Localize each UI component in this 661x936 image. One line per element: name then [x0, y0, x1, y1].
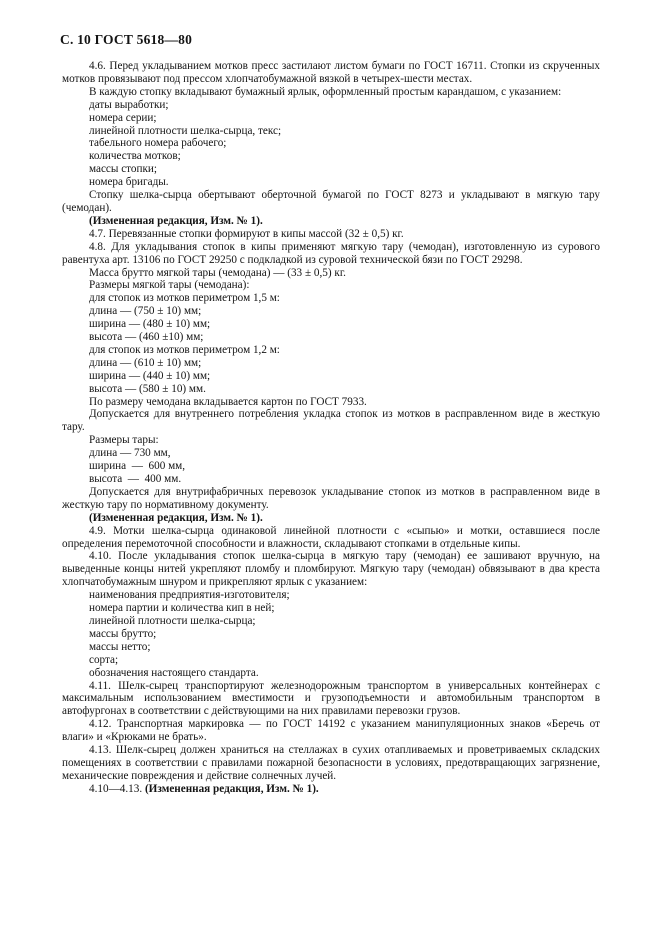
- list-item: наименования предприятия-изготовителя;: [89, 589, 290, 602]
- list-item: номера серии;: [89, 111, 157, 124]
- list-item: табельного номера рабочего;: [89, 137, 227, 150]
- paragraph: 4.10. После укладывания стопок шелка-сырца в мягкую тару (чемодан) ее зашивают вручную, на выведенные концы нитей укрепляют пломбу и пломбируют. Мягкую тару (чемодан) обвязывают в два креста хлопчатобумажным шнуром и прикрепляют ярлык с указанием:: [62, 550, 600, 589]
- paragraph: 4.8. Для укладывания стопок в кипы применяют мягкую тару (чемодан), изготовленную из сурового равентуха арт. 13106 по ГОСТ 29250 с подкладкой из суровой технической бязи по ГОСТ 29298.: [62, 240, 600, 266]
- list-item: количества мотков;: [89, 150, 181, 163]
- list-item: Масса брутто мягкой тары (чемодана) — (33 ± 0,5) кг.: [89, 266, 346, 279]
- list-item: ширина — (440 ± 10) мм;: [89, 369, 211, 382]
- paragraph: В каждую стопку вкладывают бумажный ярлык, оформленный простым карандашом, с указанием:: [89, 85, 562, 98]
- paragraph: Допускается для внутрифабричных перевозок укладывание стопок из мотков в расправленном виде в жесткую тару по нормативному документу.: [62, 485, 600, 511]
- list-item: номера бригады.: [89, 176, 169, 189]
- clause-range: 4.10—4.13.: [89, 782, 145, 795]
- list-item: даты выработки;: [89, 98, 169, 111]
- list-item: номера партии и количества кип в ней;: [89, 602, 275, 615]
- list-item: сорта;: [89, 653, 119, 666]
- paragraph: Допускается для внутреннего потребления укладка стопок из мотков в расправленном виде в жесткую тару.: [62, 408, 600, 434]
- list-item: По размеру чемодана вкладывается картон по ГОСТ 7933.: [89, 395, 367, 408]
- list-item: линейной плотности шелка-сырца;: [89, 614, 256, 627]
- list-item: для стопок из мотков периметром 1,2 м:: [89, 343, 280, 356]
- list-item: высота — 400 мм.: [89, 473, 182, 485]
- document-body: [62, 60, 600, 796]
- list-item: Размеры мягкой тары (чемодана):: [89, 279, 250, 292]
- paragraph: 4.6. Перед укладыванием мотков пресс застилают листом бумаги по ГОСТ 16711. Стопки из скрученных мотков провязывают под прессом хлопчатобумажной вязкой в четырех-шести местах.: [62, 60, 600, 85]
- paragraph: [62, 783, 600, 796]
- list-item: массы брутто;: [89, 627, 157, 640]
- paragraph: 4.7. Перевязанные стопки формируют в кипы массой (32 ± 0,5) кг.: [89, 227, 404, 240]
- paragraph: 4.9. Мотки шелка-сырца одинаковой линейной плотности с «сыпью» и мотки, оставшиеся после определения перемоточной способности и влажности, складывают стопками в отдельные кипы.: [62, 524, 600, 550]
- paragraph: 4.11. Шелк-сырец транспортируют железнодорожным транспортом в универсальных контейнерах с максимальным использованием вместимости и грузоподъемности и автомобильным транспортом в автофургонах в соответствии с действующими на них правилами перевозки грузов.: [62, 679, 600, 718]
- list-item: для стопок из мотков периметром 1,5 м:: [89, 292, 280, 305]
- paragraph: 4.12. Транспортная маркировка — по ГОСТ 14192 с указанием манипуляционных знаков «Беречь от влаги» и «Крюками не брать».: [62, 718, 600, 744]
- list-item: высота — (460 ±10) мм;: [89, 331, 204, 344]
- paragraph: Стопку шелка-сырца обертывают оберточной бумагой по ГОСТ 8273 и укладывают в мягкую тару (чемодан).: [62, 189, 600, 214]
- list-item: обозначения настоящего стандарта.: [89, 666, 259, 679]
- list-item: массы стопки;: [89, 163, 158, 176]
- list-item: длина — 730 мм,: [89, 447, 171, 460]
- amendment-note: (Измененная редакция, Изм. № 1).: [144, 782, 319, 795]
- list-item: высота — (580 ± 10) мм.: [89, 382, 206, 395]
- amendment-note: (Измененная редакция, Изм. № 1).: [89, 214, 263, 227]
- list-item: ширина — 600 мм,: [89, 460, 186, 473]
- list-item: массы нетто;: [89, 640, 151, 653]
- list-item: длина — (750 ± 10) мм;: [89, 305, 202, 318]
- list-item: длина — (610 ± 10) мм;: [89, 356, 202, 369]
- amendment-note: (Измененная редакция, Изм. № 1).: [89, 511, 263, 524]
- list-item: Размеры тары:: [89, 434, 159, 447]
- paragraph: 4.13. Шелк-сырец должен храниться на стеллажах в сухих отапливаемых и проветриваемых складских помещениях в соответствии с правилами пожарной безопасности в условиях, предотвращающих загрязнение, механические повреждения и действие солнечных лучей.: [62, 744, 600, 782]
- page-header: С. 10 ГОСТ 5618—80: [60, 32, 193, 47]
- list-item: линейной плотности шелка-сырца, текс;: [89, 124, 282, 137]
- list-item: ширина — (480 ± 10) мм;: [89, 318, 211, 331]
